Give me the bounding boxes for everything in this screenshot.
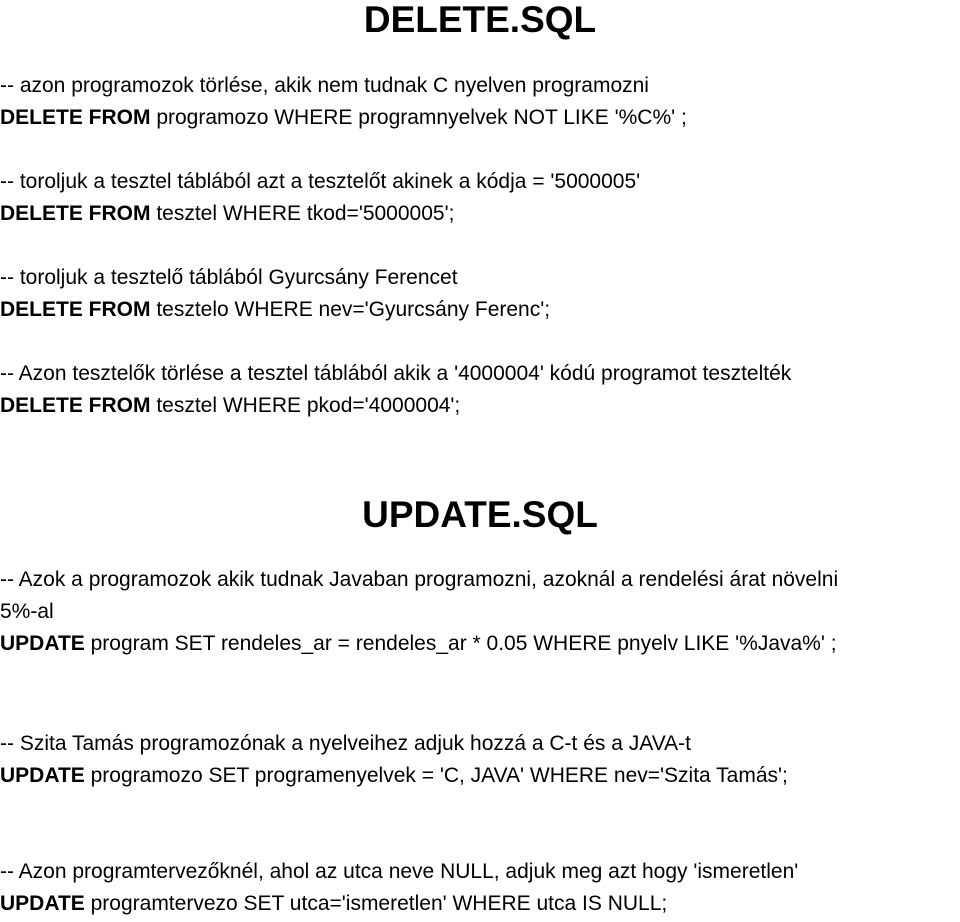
sql-keyword: DELETE FROM (0, 298, 151, 321)
update-comment-3: -- Azon programtervezőknél, ahol az utca neve NULL, adjuk meg azt hogy 'ismeretlen' (0, 860, 799, 883)
sql-keyword: UPDATE (0, 632, 85, 655)
update-comment-1-cont: 5%-al (0, 600, 54, 623)
delete-sql-title: DELETE.SQL (363, 0, 597, 40)
sql-keyword: DELETE FROM (0, 394, 151, 417)
sql-statement-body: tesztel WHERE pkod='4000004'; (150, 394, 461, 417)
update-statement-3 (0, 891, 667, 917)
delete-statement-3 (0, 297, 550, 323)
sql-statement-body: tesztel WHERE tkod='5000005'; (150, 202, 455, 225)
sql-statement-body: programozo SET programenyelvek = 'C, JAVA' WHERE nev='Szita Tamás'; (84, 764, 788, 787)
update-comment-1: -- Azok a programozok akik tudnak Javaban programozni, azoknál a rendelési árat növelni (0, 568, 839, 591)
update-sql-title: UPDATE.SQL (362, 494, 598, 535)
sql-keyword: DELETE FROM (0, 106, 151, 129)
sql-keyword: DELETE FROM (0, 202, 151, 225)
update-statement-1 (0, 631, 837, 657)
sql-statement-body: tesztelo WHERE nev='Gyurcsány Ferenc'; (150, 298, 551, 321)
delete-comment-3: -- toroljuk a tesztelő táblából Gyurcsány Ferencet (0, 266, 458, 289)
delete-comment-2: -- toroljuk a tesztel táblából azt a tesztelőt akinek a kódja = '5000005' (0, 170, 641, 193)
delete-statement-1 (0, 105, 687, 131)
update-comment-2: -- Szita Tamás programozónak a nyelveihez adjuk hozzá a C-t és a JAVA-t (0, 732, 691, 755)
delete-statement-2 (0, 201, 454, 227)
delete-comment-1: -- azon programozok törlése, akik nem tudnak C nyelven programozni (0, 74, 649, 97)
update-statement-2 (0, 763, 788, 789)
sql-statement-body: program SET rendeles_ar = rendeles_ar * 0.05 WHERE pnyelv LIKE '%Java%' ; (84, 632, 837, 655)
sql-keyword: UPDATE (0, 892, 85, 915)
sql-keyword: UPDATE (0, 764, 85, 787)
delete-comment-4: -- Azon tesztelők törlése a tesztel táblából akik a '4000004' kódú programot tesztelték (0, 362, 792, 385)
sql-statement-body: programozo WHERE programnyelvek NOT LIKE '%C%' ; (150, 106, 687, 129)
delete-statement-4 (0, 393, 460, 419)
sql-statement-body: programtervezo SET utca='ismeretlen' WHERE utca IS NULL; (84, 892, 668, 915)
